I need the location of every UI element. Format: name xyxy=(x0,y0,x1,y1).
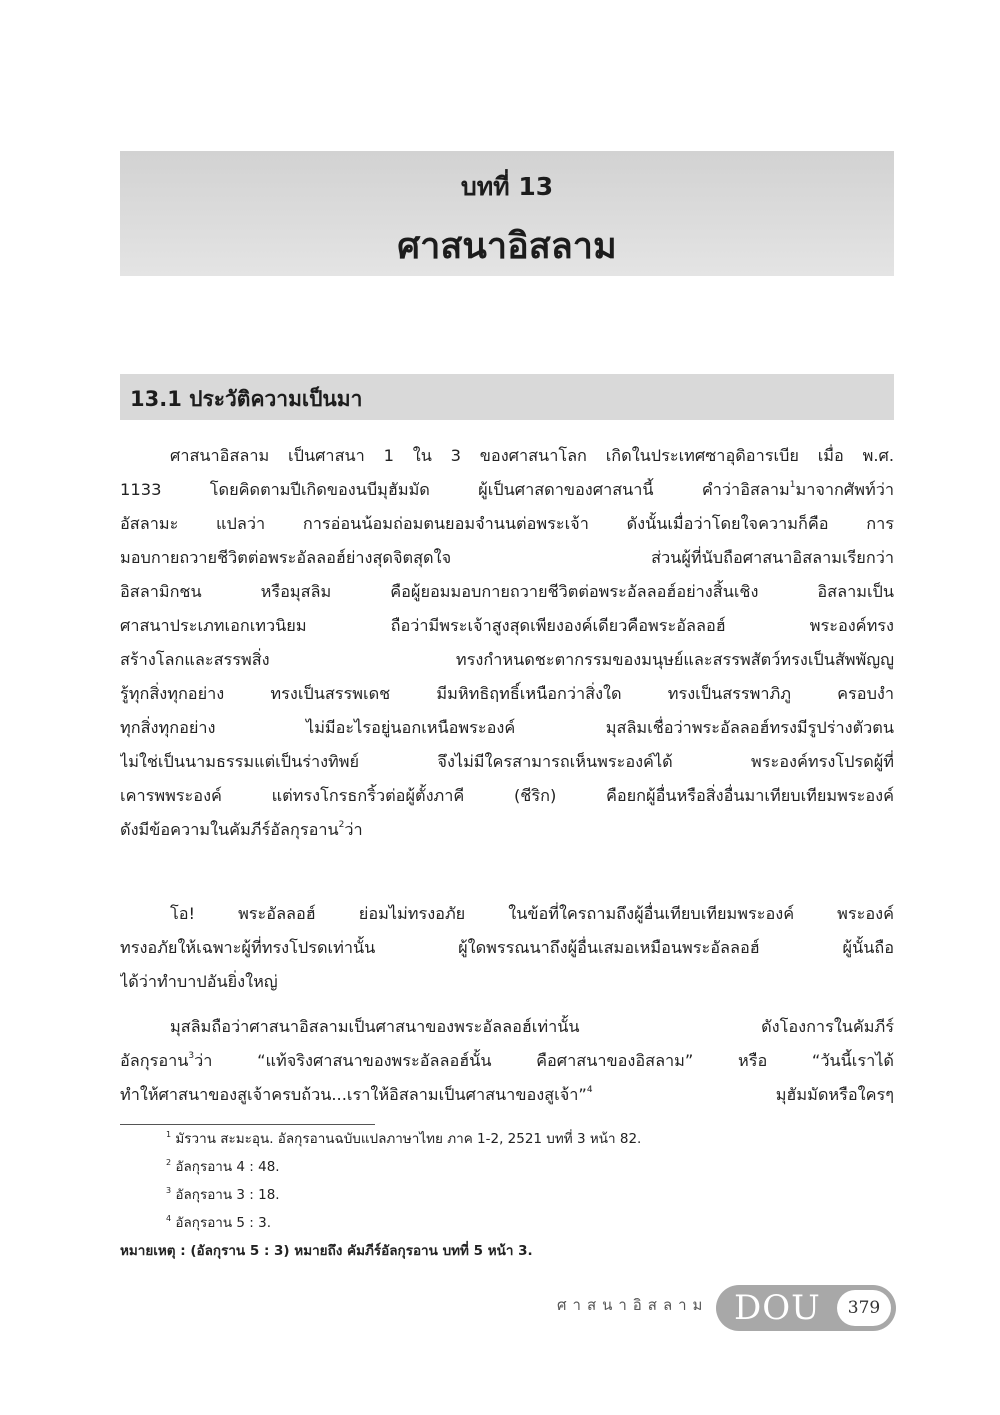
paragraph-line: 1133 โดยคิดตามปีเกิดของนบีมุฮัมมัด ผู้เป็นศาสดาของศาสนานี้ คำว่าอิสลาม$^1$มาจากศัพท์ว่า xyxy=(120,480,894,499)
footnote-mark: 2 xyxy=(338,820,345,830)
note: หมายเหตุ : (อัลกุราน 5 : 3) หมายถึง คัมภีร์อัลกุรอาน บทที่ 5 หน้า 3. xyxy=(120,1243,533,1259)
footnote: $^3$ อัลกุรอาน 3 : 18. xyxy=(166,1186,280,1203)
footnote: $^2$ อัลกุรอาน 4 : 48. xyxy=(166,1158,280,1175)
footnote: $^1$ มัรวาน สะมะอุน. อัลกุรอานฉบับแปลภาษาไทย ภาค 1-2, 2521 บทที่ 3 หน้า 82. xyxy=(166,1130,642,1147)
paragraph-line: สร้างโลกและสรรพสิ่ง ทรงกำหนดชะตากรรมของมนุษย์และสรรพสัตว์ทรงเป็นสัพพัญญู xyxy=(120,650,894,669)
paragraph-line: อัสลามะ แปลว่า การอ่อนน้อมถ่อมตนยอมจำนนต่อพระเจ้า ดังนั้นเมื่อว่าโดยใจความก็คือ การ xyxy=(120,514,894,533)
paragraph-line: อัลกุรอาน$^3$ว่า “แท้จริงศาสนาของพระอัลลอฮ์นั้น คือศาสนาของอิสลาม” หรือ “วันนี้เราได้ xyxy=(120,1051,894,1070)
paragraph-line: ได้ว่าทำบาปอันยิ่งใหญ่ xyxy=(120,972,278,991)
paragraph-line: ทรงอภัยให้เฉพาะผู้ที่ทรงโปรดเท่านั้น ผู้ใดพรรณนาถึงผู้อื่นเสมอเหมือนพระอัลลอฮ์ ผู้นั้นถือ xyxy=(120,938,894,957)
footnotes xyxy=(120,1125,894,1265)
footnote-mark: 1 xyxy=(789,480,796,490)
paragraph-line: มุสลิมถือว่าศาสนาอิสลามเป็นศาสนาของพระอัลลอฮ์เท่านั้น ดังโองการในคัมภีร์ xyxy=(170,1017,894,1036)
paragraph-line: มอบกายถวายชีวิตต่อพระอัลลอฮ์ย่างสุดจิตสุดใจ ส่วนผู้ที่นับถือศาสนาอิสลามเรียกว่า xyxy=(120,548,894,567)
section-title: 13.1 ประวัติความเป็นมา xyxy=(130,387,363,411)
chapter-number: บทที่ 13 xyxy=(460,172,554,201)
paragraph-line: เคารพพระองค์ แต่ทรงโกรธกริ้วต่อผู้ตั้งภาคี (ชีริก) คือยกผู้อื่นหรือสิ่งอื่นมาเทียบเทียมพระองค์ xyxy=(120,786,894,805)
paragraph-line: รู้ทุกสิ่งทุกอย่าง ทรงเป็นสรรพเดช มีมหิทธิฤทธิ์เหนือกว่าสิ่งใด ทรงเป็นสรรพาภิภู ครอบงำ xyxy=(120,684,894,703)
paragraph-line: ไม่ใช่เป็นนามธรรมแต่เป็นร่างทิพย์ จึงไม่มีใครสามารถเห็นพระองค์ได้ พระองค์ทรงโปรดผู้ที่ xyxy=(120,752,894,771)
chapter-title: ศาสนาอิสลาม xyxy=(397,226,617,267)
paragraph-2-quote xyxy=(120,897,894,999)
dou-logo: DOU xyxy=(734,1288,821,1328)
paragraph-line: ทุกสิ่งทุกอย่าง ไม่มีอะไรอยู่นอกเหนือพระองค์ มุสลิมเชื่อว่าพระอัลลอฮ์ทรงมีรูปร่างตัวตน xyxy=(120,718,894,737)
paragraph-line: ศาสนาประเภทเอกเทวนิยม ถือว่ามีพระเจ้าสูงสุดเพียงองค์เดียวคือพระอัลลอฮ์ พระองค์ทรง xyxy=(120,616,894,635)
paragraph-line: อิสลามิกชน หรือมุสลิม คือผู้ยอมมอบกายถวายชีวิตต่อพระอัลลอฮ์อย่างสิ้นเชิง อิสลามเป็น xyxy=(120,582,894,601)
page-number: 379 xyxy=(837,1290,891,1326)
paragraph-line: ศาสนาอิสลาม เป็นศาสนา 1 ใน 3 ของศาสนาโลก เกิดในประเทศซาอุดิอารเบีย เมื่อ พ.ศ. xyxy=(170,446,894,465)
paragraph-3 xyxy=(120,1010,894,1112)
footnote: $^4$ อัลกุรอาน 5 : 3. xyxy=(166,1214,272,1231)
running-title: ศาสนาอิสลาม xyxy=(557,1296,709,1314)
paragraph-line: ทำให้ศาสนาของสูเจ้าครบถ้วน...เราให้อิสลามเป็นศาสนาของสูเจ้า”$^4$ มุฮัมมัดหรือใครๆ xyxy=(120,1085,894,1104)
page-badge xyxy=(716,1285,896,1331)
paragraph-line: ดังมีข้อความในคัมภีร์อัลกุรอาน$^2$ว่า xyxy=(120,820,363,839)
section-header xyxy=(120,374,894,420)
paragraph-line: โอ! พระอัลลอฮ์ ย่อมไม่ทรงอภัย ในข้อที่ใครถามถึงผู้อื่นเทียบเทียมพระองค์ พระองค์ xyxy=(170,904,894,923)
footnote-mark: 3 xyxy=(188,1051,195,1061)
chapter-header xyxy=(120,151,894,276)
paragraph-1 xyxy=(120,439,894,847)
footnote-mark: 4 xyxy=(586,1085,593,1095)
